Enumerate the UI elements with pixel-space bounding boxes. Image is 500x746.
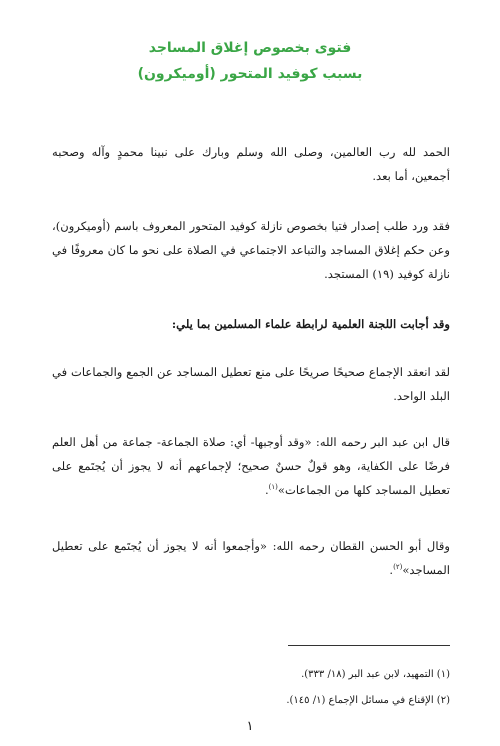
quote-text: وقال أبو الحسن القطان رحمه الله: «وأجمعوا أنه لا يجوز أن يُجتَمع على تعطيل المساجد»	[52, 539, 450, 577]
fatwa-subtitle: بسبب كوفيد المتحور (أوميكرون)	[137, 66, 363, 82]
paragraph-opening: الحمد لله رب العالمين، وصلى الله وسلم وبارك على نبينا محمدٍ وآله وصحبه أجمعين، أما بعد.	[52, 145, 450, 183]
page-number: ١	[246, 719, 254, 734]
fatwa-title: فتوى بخصوص إغلاق المساجد	[148, 40, 352, 56]
footnote-ref-2: (٢)	[393, 563, 403, 572]
footnote-divider	[288, 645, 450, 646]
footnote-2: (٢) الإقناع في مسائل الإجماع (١/ ١٤٥).	[286, 695, 450, 706]
footnote-1: (١) التمهيد، لابن عبد البر (١٨/ ٣٣٣).	[301, 669, 450, 680]
paragraph-committee-answer: وقد أجابت اللجنة العلمية لرابطة علماء المسلمين بما يلي:	[171, 317, 450, 331]
paragraph-al-qattan	[52, 534, 450, 582]
paragraph-request: فقد ورد طلب إصدار فتيا بخصوص نازلة كوفيد المتحور المعروف باسم (أوميكرون)، وعن حكم إغلاق المساجد والتباعد الاجتماعي في الصلاة على نحو ما كان معروفًا في نازلة كوفيد (١٩) المستجد.	[52, 219, 450, 281]
paragraph-ibn-abd-al-barr: قال ابن عبد البر رحمه الله: «وقد أوجبها- أي: صلاة الجماعة- جماعة من أهل العلم فرضًا على الكفاية، وهو قولٌ حسنٌ صحيح؛ لإجماعهم أنه لا يجوز أن يُجتَمع على تعطيل المساجد كلها من الجماعات»$^{(١)}$.	[52, 435, 450, 497]
period: .	[389, 563, 394, 577]
footnote-ref-1: (١)	[268, 483, 278, 492]
quote-text: قال ابن عبد البر رحمه الله: «وقد أوجبها- أي: صلاة الجماعة- جماعة من أهل العلم فرضًا على الكفاية، وهو قولٌ حسنٌ صحيح؛ لإجماعهم أنه لا يجوز أن يُجتَمع على تعطيل المساجد كلها من الجماعات»	[52, 435, 450, 497]
paragraph-consensus: لقد انعقد الإجماع صحيحًا صريحًا على منع تعطيل المساجد عن الجمع والجماعات في البلد الواحد.	[52, 365, 450, 403]
